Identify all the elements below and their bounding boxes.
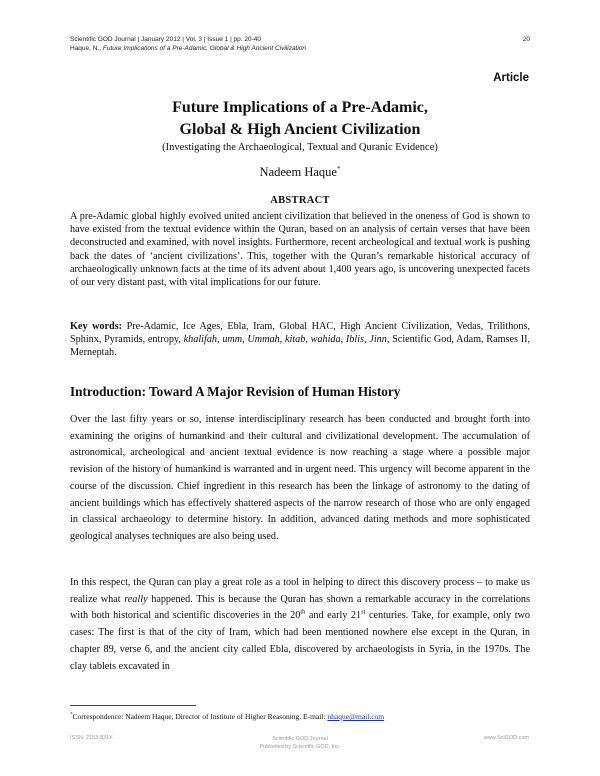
paper-subtitle: (Investigating the Archaeological, Textual and Quranic Evidence)	[162, 142, 438, 153]
keyword-khalifah: khalifah	[183, 334, 218, 346]
footer-website[interactable]: www.SciGOD.com	[483, 735, 529, 741]
keyword-wahida: wahida	[310, 334, 341, 346]
footnote-mark: *	[70, 712, 73, 718]
ordinal-suffix: st	[361, 609, 366, 617]
sep: ,	[305, 334, 311, 346]
footnote-divider	[70, 705, 196, 706]
emphasis-really: really	[124, 593, 148, 605]
abstract-body: A pre-Adamic global highly evolved united ancient civilization that believed in the oneness of God is shown to have existed from the textual evidence within the Quran, based on an analysis of certain verses that have been deconstructed and examined, with novel insights. Furthermore, recent archeological and textual work is pushing back the dates of ‘ancient civilizations’. This, together with the Quran’s remarkable historical accuracy of archaeologically unknown facts at the time of its advent about 1,400 years ago, is uncovering unexpected facets of our very distant past, with vital implications for our future.	[70, 211, 530, 289]
sep: ,	[242, 334, 248, 346]
paper-title-line-1: Future Implications of a Pre-Adamic,	[172, 99, 428, 116]
citation-title: Future Implications of a Pre-Adamic, Global & High Ancient Civilization	[102, 45, 307, 52]
paragraph-text: and early 21	[305, 610, 362, 622]
keywords-block	[70, 320, 530, 360]
sep: ,	[217, 334, 223, 346]
footer-publisher: Published by Scientific GOD, Inc.	[259, 744, 341, 750]
footnote	[70, 712, 384, 721]
keyword-iblis: Iblis	[345, 334, 365, 346]
running-header-journal: Scientific GOD Journal | January 2012 | Vol. 3 | Issue 1 | pp. 20-40	[70, 36, 262, 43]
keyword-jinn: Jinn	[369, 334, 387, 346]
footnote-text: Correspondence: Nadeem Haque, Director of Institute of Higher Reasoning. E-mail:	[72, 712, 328, 721]
author-footnote-mark[interactable]: *	[336, 165, 341, 173]
keyword-umm: umm	[222, 334, 243, 346]
body-paragraph-2	[70, 575, 530, 675]
body-paragraph-1: Over the last fifty years or so, intense interdisciplinary research has been conducted and brought forth into examining the origins of humankind and their cultural and civilizational development. The accumulation of astronomical, archeological and ancient textual evidence is now reaching a stage where a possible major revision of the history of humankind is warranted and in urgent need. This urgency will become apparent in the course of the discussion. Chief ingredient in this research has been the linkage of astronomy to the dating of ancient buildings which has effectively shattered aspects of the narrow research of those who are only engaged in classical archaeology to determine history. In addition, advanced dating methods and more sophisticated geological analyses techniques are also being used.	[70, 414, 530, 542]
sep: ,	[364, 334, 370, 346]
running-header-citation	[70, 45, 306, 52]
keywords-label: Key words:	[70, 321, 123, 332]
article-type-label: Article	[493, 72, 529, 84]
sep: ,	[279, 334, 285, 346]
keyword-ummah: Ummah	[247, 334, 280, 346]
paper-title-line-2: Global & High Ancient Civilization	[179, 121, 421, 138]
email-link[interactable]: nhaque@mail.com	[327, 712, 385, 721]
paragraph-text: centuries. Take, for example, only two cases: The first is that of the city of Iram, which had been mentioned nowhere else except in the Quran, in chapter 89, verse 6, and the ancient city called Ebla, discovered by archaeologists in Syria, in the 1970s. The clay tablets excavated in	[70, 610, 530, 672]
abstract-heading: ABSTRACT	[270, 195, 330, 206]
paragraph-text: happened. This is because the Quran has shown a remarkable accuracy in the correlations with both historical and scientific discoveries in the 20	[70, 593, 530, 622]
author-line	[70, 165, 530, 180]
keywords-text: Pre-Adamic, Ice Ages, Ebla, Iram, Global HAC, High Ancient Civilization, Vedas, Trilithons, Sphinx, Pyramids, entropy,	[70, 321, 530, 346]
footer-journal-name: Scientific GOD Journal	[272, 736, 328, 742]
author-name: Nadeem Haque	[259, 165, 337, 180]
page-number: 20	[522, 36, 530, 43]
ordinal-suffix: th	[300, 609, 306, 617]
paragraph-text: In this respect, the Quran can play a great role as a tool in helping to direct this discovery process – to make us realize what	[70, 577, 530, 605]
section-heading: Introduction: Toward A Major Revision of Human History	[70, 384, 401, 399]
citation-author: Haque, N.,	[70, 45, 103, 52]
keywords-text-end: , Scientific God, Adam, Ramses II, Merneptah.	[70, 334, 531, 359]
keyword-kitab: kitab	[284, 334, 306, 346]
footer-issn: ISSN: 2153-831X	[70, 735, 113, 741]
sep: ,	[340, 334, 346, 346]
